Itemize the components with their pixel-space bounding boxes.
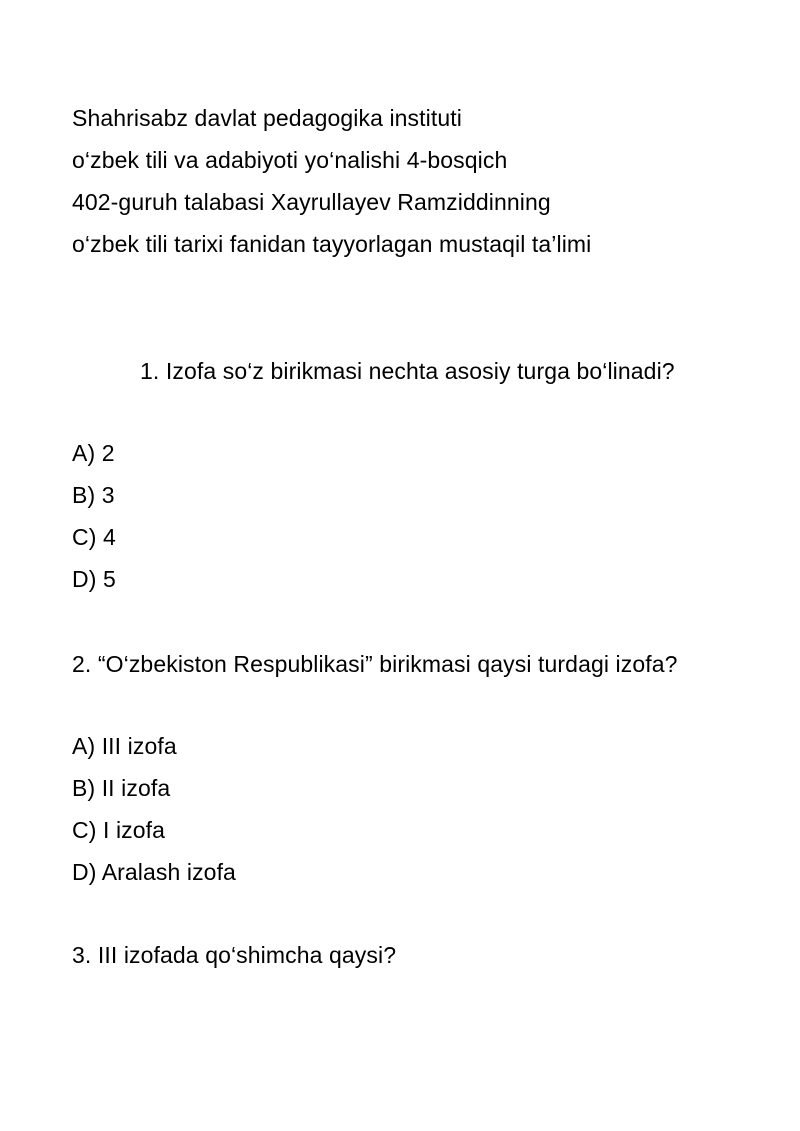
header-line-institute: Shahrisabz davlat pedagogika instituti xyxy=(72,105,462,131)
header-line-student: 402-guruh talabasi Xayrullayev Ramziddinning xyxy=(72,189,551,215)
question-1-option-a: A) 2 xyxy=(72,440,115,466)
question-3-text: 3. III izofada qo‘shimcha qaysi? xyxy=(72,942,397,968)
header-line-subject: o‘zbek tili tarixi fanidan tayyorlagan mustaqil ta’limi xyxy=(72,231,592,257)
question-2-option-d: D) Aralash izofa xyxy=(72,859,236,885)
question-1-option-d: D) 5 xyxy=(72,566,116,592)
question-2-text: 2. “O‘zbekiston Respublikasi” birikmasi qaysi turdagi izofa? xyxy=(72,651,678,677)
question-1-option-b: B) 3 xyxy=(72,482,115,508)
question-2-option-a: A) III izofa xyxy=(72,733,177,759)
question-2-option-c: C) I izofa xyxy=(72,817,166,843)
header-line-program: o‘zbek tili va adabiyoti yo‘nalishi 4-bosqich xyxy=(72,147,508,173)
question-2-option-b: B) II izofa xyxy=(72,775,171,801)
question-1-option-c: C) 4 xyxy=(72,524,116,550)
question-1-text: 1. Izofa so‘z birikmasi nechta asosiy turga bo‘linadi? xyxy=(140,358,675,384)
